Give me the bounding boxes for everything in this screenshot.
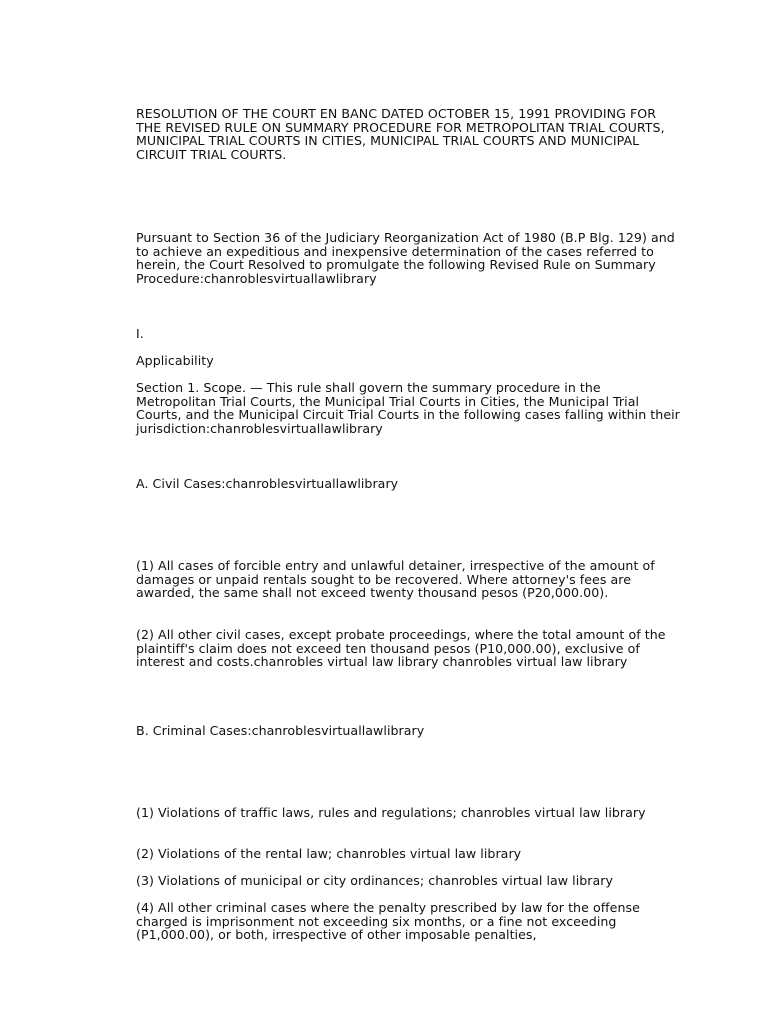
- criminal-cases-heading: B. Criminal Cases:chanroblesvirtuallawlibrary: [136, 723, 425, 738]
- criminal-item-2: (2) Violations of the rental law; chanrobles virtual law library: [136, 846, 522, 861]
- criminal-item-1: (1) Violations of traffic laws, rules and regulations; chanrobles virtual law library: [136, 805, 646, 820]
- civil-item-2: (2) All other civil cases, except probate proceedings, where the total amount of the plaintiff's claim does not exceed ten thousand pesos (P10,000.00), exclusive of interest and costs.chanrobles virtual law library chanrobles virtual law library: [136, 627, 666, 670]
- part-title: Applicability: [136, 353, 214, 368]
- document-title: RESOLUTION OF THE COURT EN BANC DATED OCTOBER 15, 1991 PROVIDING FOR THE REVISED RULE ON SUMMARY PROCEDURE FOR METROPOLITAN TRIAL COURTS, MUNICIPAL TRIAL COURTS IN CITIES, MUNICIPAL TRIAL COURTS AND MUNICIPAL CIRCUIT TRIAL COURTS.: [136, 106, 665, 163]
- civil-item-1: (1) All cases of forcible entry and unlawful detainer, irrespective of the amount of damages or unpaid rentals sought to be recovered. Where attorney's fees are awarded, the same shall not exceed twenty thousand pesos (P20,000.00).: [136, 558, 655, 601]
- section-1-scope: Section 1. Scope. — This rule shall govern the summary procedure in the Metropolitan Trial Courts, the Municipal Trial Courts in Cities, the Municipal Trial Courts, and the Municipal Circuit Trial Courts in the following cases falling within their jurisdiction:chanroblesvirtuallawlibrary: [136, 380, 680, 437]
- civil-cases-heading: A. Civil Cases:chanroblesvirtuallawlibrary: [136, 476, 399, 491]
- part-number: I.: [136, 326, 144, 341]
- criminal-item-4: (4) All other criminal cases where the penalty prescribed by law for the offense charged is imprisonment not exceeding six months, or a fine not exceeding (P1,000.00), or both, irrespective of other imposable penalties,: [136, 900, 640, 943]
- criminal-item-3: (3) Violations of municipal or city ordinances; chanrobles virtual law library: [136, 873, 614, 888]
- intro-paragraph: Pursuant to Section 36 of the Judiciary Reorganization Act of 1980 (B.P Blg. 129) and to achieve an expeditious and inexpensive determination of the cases referred to herein, the Court Resolved to promulgate the following Revised Rule on Summary Procedure:chanroblesvirtuallawlibrary: [136, 230, 675, 287]
